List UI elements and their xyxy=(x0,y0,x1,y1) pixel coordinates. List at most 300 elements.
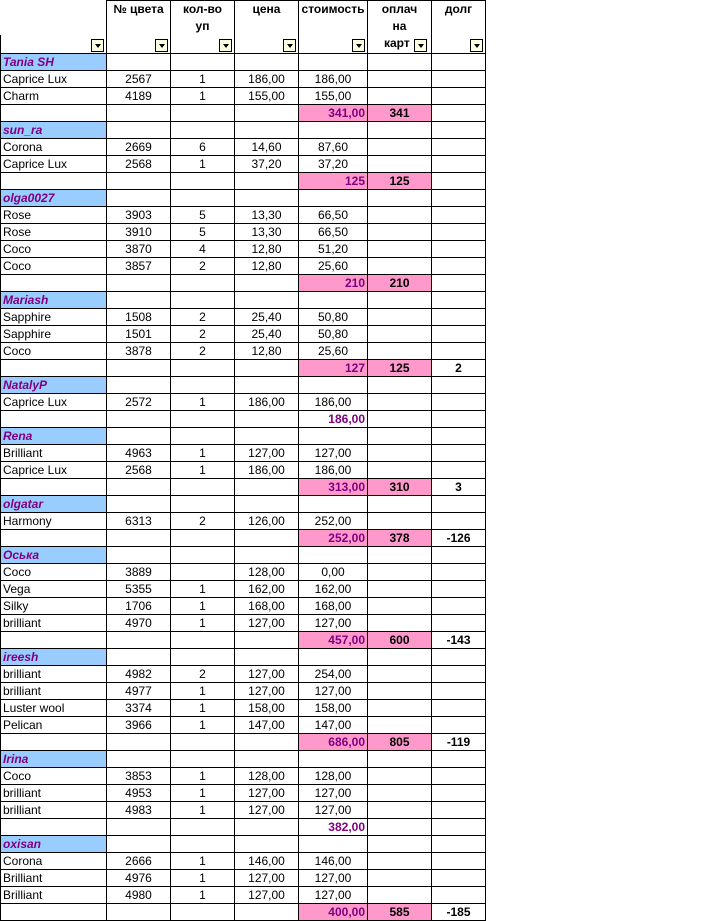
color-no-cell[interactable]: 3857 xyxy=(107,258,171,275)
empty-cell[interactable] xyxy=(107,377,171,394)
yarn-name-cell[interactable]: Rose xyxy=(1,224,107,241)
empty-cell[interactable] xyxy=(171,496,235,513)
paid-cell[interactable] xyxy=(368,309,432,326)
debt-cell[interactable] xyxy=(432,581,486,598)
customer-name[interactable]: Rena xyxy=(1,428,107,445)
empty-cell[interactable] xyxy=(1,105,107,122)
empty-cell[interactable] xyxy=(368,649,432,666)
debt-cell[interactable] xyxy=(432,700,486,717)
empty-cell[interactable] xyxy=(235,632,299,649)
empty-cell[interactable] xyxy=(107,734,171,751)
cost-cell[interactable]: 127,00 xyxy=(299,445,368,462)
filter-dropdown-icon[interactable] xyxy=(470,39,483,52)
yarn-name-cell[interactable]: Caprice Lux xyxy=(1,394,107,411)
empty-cell[interactable] xyxy=(368,428,432,445)
price-cell[interactable]: 127,00 xyxy=(235,802,299,819)
filter-dropdown-icon[interactable] xyxy=(219,39,232,52)
group-debt-cell[interactable] xyxy=(432,819,486,836)
empty-cell[interactable] xyxy=(235,547,299,564)
filter-dropdown-icon[interactable] xyxy=(155,39,168,52)
color-no-cell[interactable]: 4970 xyxy=(107,615,171,632)
group-debt-cell[interactable] xyxy=(432,275,486,292)
cost-cell[interactable]: 158,00 xyxy=(299,700,368,717)
empty-cell[interactable] xyxy=(1,530,107,547)
paid-cell[interactable] xyxy=(368,224,432,241)
qty-cell[interactable]: 1 xyxy=(171,683,235,700)
qty-cell[interactable]: 1 xyxy=(171,71,235,88)
yarn-name-cell[interactable]: Caprice Lux xyxy=(1,462,107,479)
group-total-cell[interactable]: 252,00 xyxy=(299,530,368,547)
paid-cell[interactable] xyxy=(368,683,432,700)
empty-cell[interactable] xyxy=(171,751,235,768)
price-cell[interactable]: 25,40 xyxy=(235,326,299,343)
empty-cell[interactable] xyxy=(299,292,368,309)
debt-cell[interactable] xyxy=(432,564,486,581)
qty-cell[interactable]: 1 xyxy=(171,598,235,615)
group-total-cell[interactable]: 457,00 xyxy=(299,632,368,649)
empty-cell[interactable] xyxy=(432,496,486,513)
empty-cell[interactable] xyxy=(107,428,171,445)
empty-cell[interactable] xyxy=(171,190,235,207)
price-cell[interactable]: 146,00 xyxy=(235,853,299,870)
empty-cell[interactable] xyxy=(171,428,235,445)
group-total-cell[interactable]: 382,00 xyxy=(299,819,368,836)
empty-cell[interactable] xyxy=(235,377,299,394)
empty-cell[interactable] xyxy=(171,54,235,71)
qty-cell[interactable]: 1 xyxy=(171,717,235,734)
cost-cell[interactable]: 252,00 xyxy=(299,513,368,530)
color-no-cell[interactable]: 3889 xyxy=(107,564,171,581)
empty-cell[interactable] xyxy=(235,751,299,768)
paid-cell[interactable] xyxy=(368,615,432,632)
debt-cell[interactable] xyxy=(432,394,486,411)
empty-cell[interactable] xyxy=(107,411,171,428)
group-paid-cell[interactable]: 210 xyxy=(368,275,432,292)
empty-cell[interactable] xyxy=(368,190,432,207)
qty-cell[interactable]: 6 xyxy=(171,139,235,156)
empty-cell[interactable] xyxy=(171,360,235,377)
cost-cell[interactable]: 127,00 xyxy=(299,785,368,802)
yarn-name-cell[interactable]: Coco xyxy=(1,768,107,785)
empty-cell[interactable] xyxy=(171,836,235,853)
price-cell[interactable]: 128,00 xyxy=(235,768,299,785)
group-paid-cell[interactable]: 310 xyxy=(368,479,432,496)
yarn-name-cell[interactable]: brilliant xyxy=(1,802,107,819)
empty-cell[interactable] xyxy=(235,360,299,377)
empty-cell[interactable] xyxy=(299,751,368,768)
cost-cell[interactable]: 127,00 xyxy=(299,887,368,904)
qty-cell[interactable]: 1 xyxy=(171,887,235,904)
empty-cell[interactable] xyxy=(368,122,432,139)
debt-cell[interactable] xyxy=(432,598,486,615)
price-cell[interactable]: 147,00 xyxy=(235,717,299,734)
empty-cell[interactable] xyxy=(235,428,299,445)
customer-name[interactable]: NatalyP xyxy=(1,377,107,394)
debt-cell[interactable] xyxy=(432,156,486,173)
group-paid-cell[interactable]: 125 xyxy=(368,360,432,377)
yarn-name-cell[interactable]: Corona xyxy=(1,853,107,870)
price-cell[interactable]: 12,80 xyxy=(235,258,299,275)
empty-cell[interactable] xyxy=(368,54,432,71)
empty-cell[interactable] xyxy=(107,547,171,564)
empty-cell[interactable] xyxy=(432,377,486,394)
qty-cell[interactable]: 2 xyxy=(171,258,235,275)
empty-cell[interactable] xyxy=(235,275,299,292)
price-cell[interactable]: 126,00 xyxy=(235,513,299,530)
qty-cell[interactable]: 5 xyxy=(171,224,235,241)
cost-cell[interactable]: 147,00 xyxy=(299,717,368,734)
empty-cell[interactable] xyxy=(432,836,486,853)
debt-cell[interactable] xyxy=(432,241,486,258)
group-debt-cell[interactable] xyxy=(432,173,486,190)
yarn-name-cell[interactable]: Harmony xyxy=(1,513,107,530)
cost-cell[interactable]: 254,00 xyxy=(299,666,368,683)
qty-cell[interactable]: 1 xyxy=(171,785,235,802)
cost-cell[interactable]: 50,80 xyxy=(299,326,368,343)
empty-cell[interactable] xyxy=(171,649,235,666)
empty-cell[interactable] xyxy=(107,292,171,309)
empty-cell[interactable] xyxy=(432,122,486,139)
customer-name[interactable]: Irina xyxy=(1,751,107,768)
yarn-name-cell[interactable]: Corona xyxy=(1,139,107,156)
yarn-name-cell[interactable]: Coco xyxy=(1,343,107,360)
debt-cell[interactable] xyxy=(432,887,486,904)
empty-cell[interactable] xyxy=(299,54,368,71)
debt-cell[interactable] xyxy=(432,853,486,870)
yarn-name-cell[interactable]: Coco xyxy=(1,258,107,275)
empty-cell[interactable] xyxy=(107,496,171,513)
cost-cell[interactable]: 25,60 xyxy=(299,258,368,275)
qty-cell[interactable]: 1 xyxy=(171,768,235,785)
group-total-cell[interactable]: 313,00 xyxy=(299,479,368,496)
empty-cell[interactable] xyxy=(171,479,235,496)
group-total-cell[interactable]: 341,00 xyxy=(299,105,368,122)
color-no-cell[interactable]: 4963 xyxy=(107,445,171,462)
qty-cell[interactable]: 1 xyxy=(171,581,235,598)
qty-cell[interactable]: 1 xyxy=(171,870,235,887)
cost-cell[interactable]: 162,00 xyxy=(299,581,368,598)
qty-cell[interactable]: 1 xyxy=(171,462,235,479)
empty-cell[interactable] xyxy=(171,530,235,547)
empty-cell[interactable] xyxy=(235,479,299,496)
price-cell[interactable]: 13,30 xyxy=(235,207,299,224)
group-total-cell[interactable]: 210 xyxy=(299,275,368,292)
empty-cell[interactable] xyxy=(432,190,486,207)
price-cell[interactable]: 12,80 xyxy=(235,343,299,360)
cost-cell[interactable]: 186,00 xyxy=(299,462,368,479)
empty-cell[interactable] xyxy=(432,649,486,666)
yarn-name-cell[interactable]: Caprice Lux xyxy=(1,156,107,173)
price-cell[interactable]: 25,40 xyxy=(235,309,299,326)
empty-cell[interactable] xyxy=(171,292,235,309)
empty-cell[interactable] xyxy=(1,411,107,428)
cost-cell[interactable]: 127,00 xyxy=(299,802,368,819)
cost-cell[interactable]: 127,00 xyxy=(299,615,368,632)
debt-cell[interactable] xyxy=(432,462,486,479)
group-paid-cell[interactable]: 805 xyxy=(368,734,432,751)
debt-cell[interactable] xyxy=(432,615,486,632)
group-paid-cell[interactable] xyxy=(368,819,432,836)
empty-cell[interactable] xyxy=(235,411,299,428)
group-total-cell[interactable]: 400,00 xyxy=(299,904,368,921)
empty-cell[interactable] xyxy=(1,734,107,751)
customer-name[interactable]: olga0027 xyxy=(1,190,107,207)
paid-cell[interactable] xyxy=(368,513,432,530)
price-cell[interactable]: 128,00 xyxy=(235,564,299,581)
debt-cell[interactable] xyxy=(432,513,486,530)
group-total-cell[interactable]: 127 xyxy=(299,360,368,377)
empty-cell[interactable] xyxy=(432,547,486,564)
empty-cell[interactable] xyxy=(171,377,235,394)
empty-cell[interactable] xyxy=(368,377,432,394)
empty-cell[interactable] xyxy=(235,173,299,190)
qty-cell[interactable]: 1 xyxy=(171,615,235,632)
debt-cell[interactable] xyxy=(432,785,486,802)
group-debt-cell[interactable]: -185 xyxy=(432,904,486,921)
empty-cell[interactable] xyxy=(432,292,486,309)
color-no-cell[interactable]: 4976 xyxy=(107,870,171,887)
debt-cell[interactable] xyxy=(432,870,486,887)
paid-cell[interactable] xyxy=(368,802,432,819)
debt-cell[interactable] xyxy=(432,717,486,734)
qty-cell[interactable]: 4 xyxy=(171,241,235,258)
paid-cell[interactable] xyxy=(368,258,432,275)
paid-cell[interactable] xyxy=(368,717,432,734)
yarn-name-cell[interactable]: Vega xyxy=(1,581,107,598)
color-no-cell[interactable]: 2567 xyxy=(107,71,171,88)
filter-dropdown-icon[interactable] xyxy=(283,39,296,52)
paid-cell[interactable] xyxy=(368,445,432,462)
qty-cell[interactable]: 1 xyxy=(171,88,235,105)
yarn-name-cell[interactable]: Caprice Lux xyxy=(1,71,107,88)
color-no-cell[interactable]: 4189 xyxy=(107,88,171,105)
filter-dropdown-icon[interactable] xyxy=(352,39,365,52)
filter-dropdown-icon[interactable] xyxy=(91,39,104,52)
paid-cell[interactable] xyxy=(368,564,432,581)
price-cell[interactable]: 158,00 xyxy=(235,700,299,717)
empty-cell[interactable] xyxy=(107,173,171,190)
empty-cell[interactable] xyxy=(107,275,171,292)
debt-cell[interactable] xyxy=(432,326,486,343)
color-no-cell[interactable]: 3966 xyxy=(107,717,171,734)
empty-cell[interactable] xyxy=(107,105,171,122)
price-cell[interactable]: 186,00 xyxy=(235,394,299,411)
empty-cell[interactable] xyxy=(235,734,299,751)
empty-cell[interactable] xyxy=(107,360,171,377)
empty-cell[interactable] xyxy=(368,547,432,564)
paid-cell[interactable] xyxy=(368,88,432,105)
color-no-cell[interactable]: 1508 xyxy=(107,309,171,326)
qty-cell[interactable]: 1 xyxy=(171,853,235,870)
group-total-cell[interactable]: 686,00 xyxy=(299,734,368,751)
price-cell[interactable]: 162,00 xyxy=(235,581,299,598)
empty-cell[interactable] xyxy=(235,904,299,921)
empty-cell[interactable] xyxy=(299,122,368,139)
color-no-cell[interactable]: 2572 xyxy=(107,394,171,411)
price-cell[interactable]: 127,00 xyxy=(235,785,299,802)
empty-cell[interactable] xyxy=(235,292,299,309)
empty-cell[interactable] xyxy=(299,496,368,513)
price-cell[interactable]: 37,20 xyxy=(235,156,299,173)
empty-cell[interactable] xyxy=(171,819,235,836)
group-paid-cell[interactable] xyxy=(368,411,432,428)
yarn-name-cell[interactable]: brilliant xyxy=(1,615,107,632)
group-debt-cell[interactable] xyxy=(432,411,486,428)
debt-cell[interactable] xyxy=(432,309,486,326)
yarn-name-cell[interactable]: Luster wool xyxy=(1,700,107,717)
cost-cell[interactable]: 66,50 xyxy=(299,224,368,241)
empty-cell[interactable] xyxy=(107,190,171,207)
price-cell[interactable]: 127,00 xyxy=(235,683,299,700)
customer-name[interactable]: oxisan xyxy=(1,836,107,853)
debt-cell[interactable] xyxy=(432,666,486,683)
empty-cell[interactable] xyxy=(107,530,171,547)
debt-cell[interactable] xyxy=(432,768,486,785)
color-no-cell[interactable]: 4983 xyxy=(107,802,171,819)
debt-cell[interactable] xyxy=(432,802,486,819)
yarn-name-cell[interactable]: Brilliant xyxy=(1,445,107,462)
empty-cell[interactable] xyxy=(235,105,299,122)
empty-cell[interactable] xyxy=(235,819,299,836)
debt-cell[interactable] xyxy=(432,207,486,224)
yarn-name-cell[interactable]: Sapphire xyxy=(1,309,107,326)
empty-cell[interactable] xyxy=(107,122,171,139)
color-no-cell[interactable]: 1501 xyxy=(107,326,171,343)
empty-cell[interactable] xyxy=(235,530,299,547)
price-cell[interactable]: 14,60 xyxy=(235,139,299,156)
yarn-name-cell[interactable]: Coco xyxy=(1,564,107,581)
group-paid-cell[interactable]: 125 xyxy=(368,173,432,190)
color-no-cell[interactable]: 4982 xyxy=(107,666,171,683)
color-no-cell[interactable]: 4980 xyxy=(107,887,171,904)
qty-cell[interactable] xyxy=(171,564,235,581)
group-paid-cell[interactable]: 341 xyxy=(368,105,432,122)
group-debt-cell[interactable]: 2 xyxy=(432,360,486,377)
empty-cell[interactable] xyxy=(107,836,171,853)
yarn-name-cell[interactable]: Rose xyxy=(1,207,107,224)
empty-cell[interactable] xyxy=(368,496,432,513)
empty-cell[interactable] xyxy=(171,275,235,292)
paid-cell[interactable] xyxy=(368,870,432,887)
color-no-cell[interactable]: 2669 xyxy=(107,139,171,156)
empty-cell[interactable] xyxy=(368,836,432,853)
customer-name[interactable]: Mariash xyxy=(1,292,107,309)
paid-cell[interactable] xyxy=(368,241,432,258)
empty-cell[interactable] xyxy=(171,411,235,428)
color-no-cell[interactable]: 3903 xyxy=(107,207,171,224)
price-cell[interactable]: 13,30 xyxy=(235,224,299,241)
cost-cell[interactable]: 87,60 xyxy=(299,139,368,156)
empty-cell[interactable] xyxy=(1,173,107,190)
yarn-name-cell[interactable]: Silky xyxy=(1,598,107,615)
empty-cell[interactable] xyxy=(432,428,486,445)
qty-cell[interactable]: 1 xyxy=(171,802,235,819)
empty-cell[interactable] xyxy=(107,819,171,836)
debt-cell[interactable] xyxy=(432,258,486,275)
group-debt-cell[interactable]: -143 xyxy=(432,632,486,649)
empty-cell[interactable] xyxy=(299,377,368,394)
price-cell[interactable]: 168,00 xyxy=(235,598,299,615)
empty-cell[interactable] xyxy=(299,547,368,564)
yarn-name-cell[interactable]: Brilliant xyxy=(1,870,107,887)
yarn-name-cell[interactable]: brilliant xyxy=(1,683,107,700)
cost-cell[interactable]: 51,20 xyxy=(299,241,368,258)
debt-cell[interactable] xyxy=(432,445,486,462)
empty-cell[interactable] xyxy=(171,122,235,139)
cost-cell[interactable]: 0,00 xyxy=(299,564,368,581)
paid-cell[interactable] xyxy=(368,139,432,156)
yarn-name-cell[interactable]: brilliant xyxy=(1,666,107,683)
paid-cell[interactable] xyxy=(368,156,432,173)
cost-cell[interactable]: 186,00 xyxy=(299,394,368,411)
group-paid-cell[interactable]: 600 xyxy=(368,632,432,649)
color-no-cell[interactable]: 3374 xyxy=(107,700,171,717)
customer-name[interactable]: olgatar xyxy=(1,496,107,513)
paid-cell[interactable] xyxy=(368,785,432,802)
group-debt-cell[interactable]: 3 xyxy=(432,479,486,496)
color-no-cell[interactable]: 1706 xyxy=(107,598,171,615)
price-cell[interactable]: 127,00 xyxy=(235,870,299,887)
empty-cell[interactable] xyxy=(432,751,486,768)
color-no-cell[interactable]: 3878 xyxy=(107,343,171,360)
empty-cell[interactable] xyxy=(107,904,171,921)
yarn-name-cell[interactable]: brilliant xyxy=(1,785,107,802)
qty-cell[interactable]: 1 xyxy=(171,156,235,173)
customer-name[interactable]: sun_ra xyxy=(1,122,107,139)
empty-cell[interactable] xyxy=(171,173,235,190)
paid-cell[interactable] xyxy=(368,768,432,785)
qty-cell[interactable]: 1 xyxy=(171,700,235,717)
empty-cell[interactable] xyxy=(235,836,299,853)
empty-cell[interactable] xyxy=(171,904,235,921)
yarn-name-cell[interactable]: Pelican xyxy=(1,717,107,734)
empty-cell[interactable] xyxy=(235,496,299,513)
color-no-cell[interactable]: 6313 xyxy=(107,513,171,530)
empty-cell[interactable] xyxy=(299,190,368,207)
price-cell[interactable]: 186,00 xyxy=(235,71,299,88)
empty-cell[interactable] xyxy=(107,479,171,496)
empty-cell[interactable] xyxy=(299,428,368,445)
color-no-cell[interactable]: 4977 xyxy=(107,683,171,700)
empty-cell[interactable] xyxy=(107,751,171,768)
paid-cell[interactable] xyxy=(368,343,432,360)
empty-cell[interactable] xyxy=(235,122,299,139)
group-debt-cell[interactable]: -126 xyxy=(432,530,486,547)
qty-cell[interactable]: 1 xyxy=(171,445,235,462)
filter-dropdown-icon[interactable] xyxy=(414,39,427,52)
qty-cell[interactable]: 2 xyxy=(171,343,235,360)
empty-cell[interactable] xyxy=(107,54,171,71)
empty-cell[interactable] xyxy=(171,105,235,122)
paid-cell[interactable] xyxy=(368,581,432,598)
debt-cell[interactable] xyxy=(432,139,486,156)
customer-name[interactable]: Tania SH xyxy=(1,54,107,71)
empty-cell[interactable] xyxy=(299,649,368,666)
color-no-cell[interactable]: 5355 xyxy=(107,581,171,598)
yarn-name-cell[interactable]: Brilliant xyxy=(1,887,107,904)
qty-cell[interactable]: 2 xyxy=(171,513,235,530)
cost-cell[interactable]: 25,60 xyxy=(299,343,368,360)
qty-cell[interactable]: 2 xyxy=(171,309,235,326)
cost-cell[interactable]: 186,00 xyxy=(299,71,368,88)
empty-cell[interactable] xyxy=(1,904,107,921)
paid-cell[interactable] xyxy=(368,394,432,411)
debt-cell[interactable] xyxy=(432,88,486,105)
color-no-cell[interactable]: 2568 xyxy=(107,462,171,479)
cost-cell[interactable]: 146,00 xyxy=(299,853,368,870)
color-no-cell[interactable]: 4953 xyxy=(107,785,171,802)
empty-cell[interactable] xyxy=(1,632,107,649)
